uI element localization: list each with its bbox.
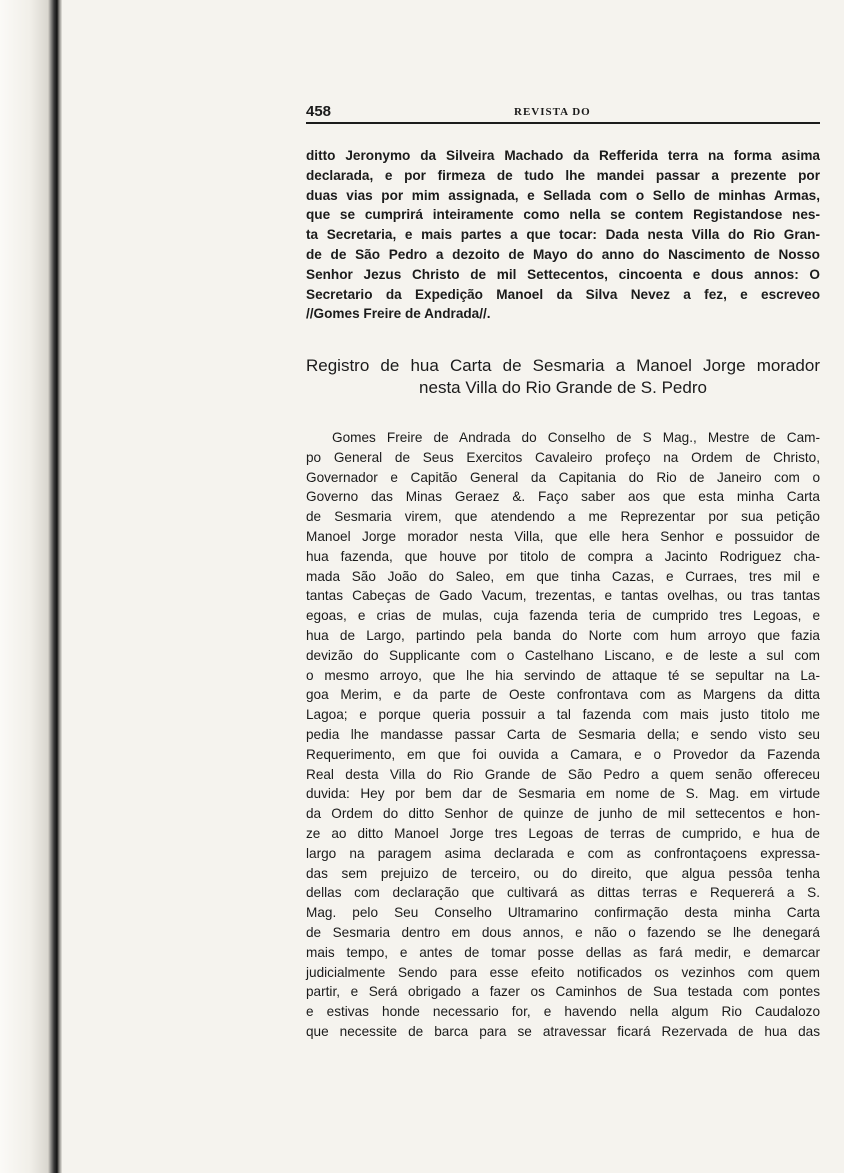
text-line: mais tempo, e antes de tomar posse dellas as fará medir, e demarcar xyxy=(306,944,820,960)
text-line: dellas com declaração que cultivará as dittas terras e Requererá a S. xyxy=(306,885,820,901)
text-line: Mag. pelo Seu Conselho Ultramarino confirmação desta minha Carta xyxy=(306,905,820,921)
text-line: que se cumprirá inteiramente como nella se contem Registandose nes- xyxy=(306,207,820,223)
text-line: Secretario da Expedição Manoel da Silva Nevez a fez, e escreveo xyxy=(306,286,820,302)
text-line: de Sesmaria virem, que atendendo a me Reprezentar por sua petição xyxy=(306,509,820,525)
text-line: ta Secretaria, e mais partes a que tocar: Dada nesta Villa do Rio Gran- xyxy=(306,227,820,243)
text-line: //Gomes Freire de Andrada//. xyxy=(306,306,491,322)
text-line: duas vias por mim assignada, e Sellada com o Sello de minhas Armas, xyxy=(306,187,820,203)
text-line: o mesmo arroyo, que lhe hia servindo de attaque té se sepultar na La- xyxy=(306,667,820,683)
text-line: hua de Largo, partindo pela banda do Norte com hum arroyo que fazia xyxy=(306,627,820,643)
text-line: que necessite de barca para se atravessar ficará Rezervada de hua das xyxy=(306,1023,820,1039)
text-line: Senhor Jezus Christo de mil Settecentos, cincoenta e dous annos: O xyxy=(306,266,820,282)
page-header xyxy=(306,103,820,123)
text-line: Real desta Villa do Rio Grande de São Pedro a quem senão offereceu xyxy=(306,766,820,782)
text-line: Manoel Jorge morador nesta Villa, que elle hera Senhor e possuidor de xyxy=(306,528,820,544)
text-line: e estivas honde necessario for, e havendo nella algum Rio Caudalozo xyxy=(306,1004,820,1020)
sesmaria-paragraph xyxy=(306,428,820,1042)
text-line: hua fazenda, que houve por titolo de compra a Jacinto Rodriguez cha- xyxy=(306,548,820,564)
text-line: devizão do Supplicante com o Castelhano Liscano, e de leste a sul com xyxy=(306,647,820,663)
text-line: declarada, e por firmeza de tudo lhe mandei passar a prezente por xyxy=(306,167,820,183)
text-line: Gomes Freire de Andrada do Conselho de S Mag., Mestre de Cam- xyxy=(332,430,820,445)
text-line: po General de Seus Exercitos Cavaleiro profeço na Ordem de Christo, xyxy=(306,449,820,465)
text-line: das sem prejuizo de terceiro, ou do direito, que algua pessôa tenha xyxy=(306,865,820,881)
text-line: Lagoa; e porque queria possuir a tal fazenda com mais justo titolo me xyxy=(306,707,820,723)
text-line: Governo das Minas Geraez &. Faço saber aos que esta minha Carta xyxy=(306,489,820,505)
header-rule xyxy=(306,122,820,124)
closing-paragraph xyxy=(306,146,820,324)
text-line: tantas Cabeças de Gado Vacum, trezentas, e tantas ovelhas, ou tras tantas xyxy=(306,588,820,604)
text-line: da Ordem do ditto Senhor de quinze de junho de mil settecentos e hon- xyxy=(306,806,820,822)
text-line: Requerimento, em que foi ouvida a Camara, e o Provedor da Fazenda xyxy=(306,746,820,762)
running-head: REVISTA DO xyxy=(514,106,591,118)
text-line: Governador e Capitão General da Capitania do Rio de Janeiro com o xyxy=(306,469,820,485)
text-line: ze ao ditto Manoel Jorge tres Legoas de terras de cumprido, e hua de xyxy=(306,825,820,841)
text-line: egoas, e crias de mulas, cuja fazenda teria de cumprido tres Legoas, e xyxy=(306,608,820,624)
text-line: de de São Pedro a dezoito de Mayo do anno do Nascimento de Nosso xyxy=(306,246,820,262)
book-binding-shadow xyxy=(0,0,62,1173)
text-line: goa Merim, e da parte de Oeste confrontava com as Margens da ditta xyxy=(306,687,820,703)
text-line: mada São João do Saleo, em que tinha Cazas, e Curraes, tres mil e xyxy=(306,568,820,584)
section-title-line-2: nesta Villa do Rio Grande de S. Pedro xyxy=(419,378,707,397)
text-line: partir, e Será obrigado a fazer os Caminhos de Sua testada com pontes xyxy=(306,984,820,1000)
text-line: ditto Jeronymo da Silveira Machado da Refferida terra na forma asima xyxy=(306,148,820,163)
text-line: largo na paragem asima declarada e com as confrontaçoens expressa- xyxy=(306,845,820,861)
text-line: judicialmente Sendo para esse efeito notificados os vezinhos com quem xyxy=(306,964,820,980)
text-line: pedia lhe mandasse passar Carta de Sesmaria della; e sendo visto seu xyxy=(306,726,820,742)
page-number: 458 xyxy=(306,103,332,120)
section-title-line-1: Registro de hua Carta de Sesmaria a Manoel Jorge morador xyxy=(306,356,820,375)
text-line: de Sesmaria dentro em dous annos, e não o fazendo se lhe denegará xyxy=(306,924,820,940)
section-title xyxy=(306,355,820,399)
text-line: duvida: Hey por bem dar de Sesmaria em nome de S. Mag. em virtude xyxy=(306,786,820,802)
